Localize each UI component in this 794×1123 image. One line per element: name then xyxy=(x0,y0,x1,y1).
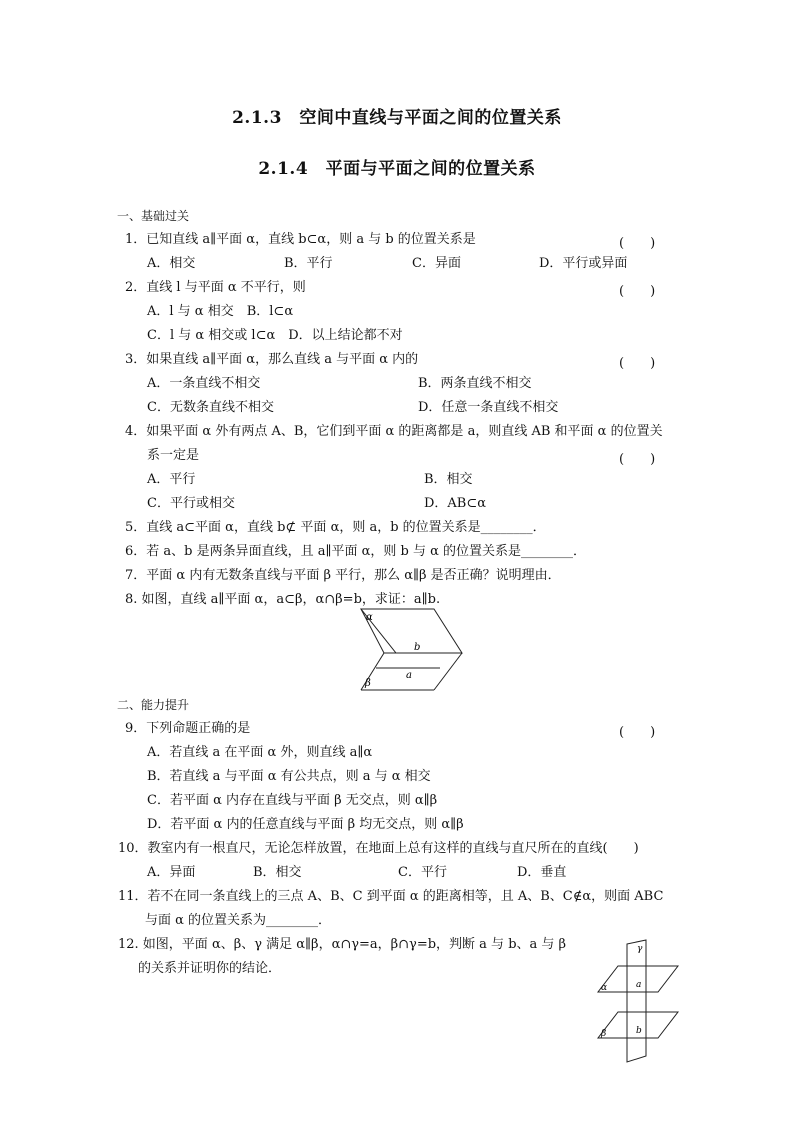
q10-option-c: C．平行 xyxy=(398,865,447,880)
section-advanced: 二、能力提升 xyxy=(117,698,190,712)
question-10: 10．教室内有一根直尺，无论怎样放置，在地面上总有这样的直线与直尺所在的直线( ) xyxy=(118,841,639,856)
q4-option-c: C．平行或相交 xyxy=(147,496,235,511)
figure-planes-alpha-beta xyxy=(356,606,466,696)
question-11-cont: 与面 α 的位置关系为________． xyxy=(145,913,332,928)
q9-option-a: A．若直线 a 在平面 α 外，则直线 a∥α xyxy=(147,745,373,760)
q9-option-d: D．若平面 α 内的任意直线与平面 β 均无交点，则 α∥β xyxy=(147,817,464,832)
question-2: 2．直线 l 与平面 α 不平行，则 xyxy=(125,280,306,295)
q2-options-ab: A．l 与 α 相交 B．l⊂α xyxy=(147,304,294,319)
section-basic: 一、基础过关 xyxy=(117,209,190,223)
title-2-1-4: 2.1.4 平面与平面之间的位置关系 xyxy=(258,159,536,179)
label-b-2: b xyxy=(636,1026,642,1036)
question-1: 1．已知直线 a∥平面 α，直线 b⊂α，则 a 与 b 的位置关系是 xyxy=(125,232,476,247)
q4-option-b: B．相交 xyxy=(424,472,473,487)
question-6: 6．若 a、b 是两条异面直线，且 a∥平面 α，则 b 与 α 的位置关系是________． xyxy=(125,544,587,559)
q1-option-a: A．相交 xyxy=(147,256,196,271)
question-11: 11．若不在同一条直线上的三点 A、B、C 到平面 α 的距离相等，且 A、B、C∉α，则面 ABC xyxy=(118,889,664,904)
label-b: b xyxy=(414,642,421,653)
label-alpha: α xyxy=(366,612,373,623)
answer-paren-4: ( ) xyxy=(619,452,656,467)
q9-option-b: B．若直线 a 与平面 α 有公共点，则 a 与 α 相交 xyxy=(147,769,431,784)
q2-options-cd: C．l 与 α 相交或 l⊂α D．以上结论都不对 xyxy=(147,328,403,343)
answer-paren-2: ( ) xyxy=(619,284,656,299)
answer-paren-3: ( ) xyxy=(619,356,656,371)
label-alpha-2: α xyxy=(601,983,608,993)
question-5: 5．直线 a⊂平面 α，直线 b⊄ 平面 α，则 a，b 的位置关系是________． xyxy=(125,520,546,535)
question-9: 9．下列命题正确的是 xyxy=(125,721,251,736)
q1-option-c: C．异面 xyxy=(412,256,461,271)
answer-paren-9: ( ) xyxy=(619,725,656,740)
question-12: 12. 如图，平面 α、β、γ 满足 α∥β，α∩γ=a，β∩γ=b，判断 a 与 b、a 与 β xyxy=(118,937,567,952)
label-a-2: a xyxy=(636,980,642,990)
q10-option-a: A．异面 xyxy=(147,865,196,880)
q10-option-d: D．垂直 xyxy=(517,865,567,880)
q3-option-d: D．任意一条直线不相交 xyxy=(418,400,559,415)
question-8: 8. 如图，直线 a∥平面 α，a⊂β，α∩β=b，求证：a∥b. xyxy=(125,592,441,607)
title-2-1-3: 2.1.3 空间中直线与平面之间的位置关系 xyxy=(232,108,562,128)
question-4-cont: 系一定是 xyxy=(147,448,200,463)
q1-option-b: B．平行 xyxy=(284,256,333,271)
q10-option-b: B．相交 xyxy=(253,865,302,880)
q3-option-b: B．两条直线不相交 xyxy=(418,376,532,391)
label-gamma: γ xyxy=(637,944,643,954)
answer-paren-1: ( ) xyxy=(619,236,656,251)
question-12-cont: 的关系并证明你的结论． xyxy=(138,961,282,976)
question-7: 7．平面 α 内有无数条直线与平面 β 平行，那么 α∥β 是否正确？说明理由． xyxy=(125,568,561,583)
question-4: 4．如果平面 α 外有两点 A、B，它们到平面 α 的距离都是 a，则直线 AB 和平面 α 的位置关 xyxy=(125,424,663,439)
label-beta-2: β xyxy=(601,1029,607,1039)
label-a: a xyxy=(406,670,412,681)
q4-option-a: A．平行 xyxy=(147,472,196,487)
label-beta: β xyxy=(365,678,371,689)
figure-three-planes xyxy=(596,938,682,1070)
q4-option-d: D．AB⊂α xyxy=(424,496,487,511)
q3-option-c: C．无数条直线不相交 xyxy=(147,400,274,415)
q9-option-c: C．若平面 α 内存在直线与平面 β 无交点，则 α∥β xyxy=(147,793,438,808)
question-3: 3．如果直线 a∥平面 α，那么直线 a 与平面 α 内的 xyxy=(125,352,419,367)
q3-option-a: A．一条直线不相交 xyxy=(147,376,261,391)
q1-option-d: D．平行或异面 xyxy=(539,256,628,271)
